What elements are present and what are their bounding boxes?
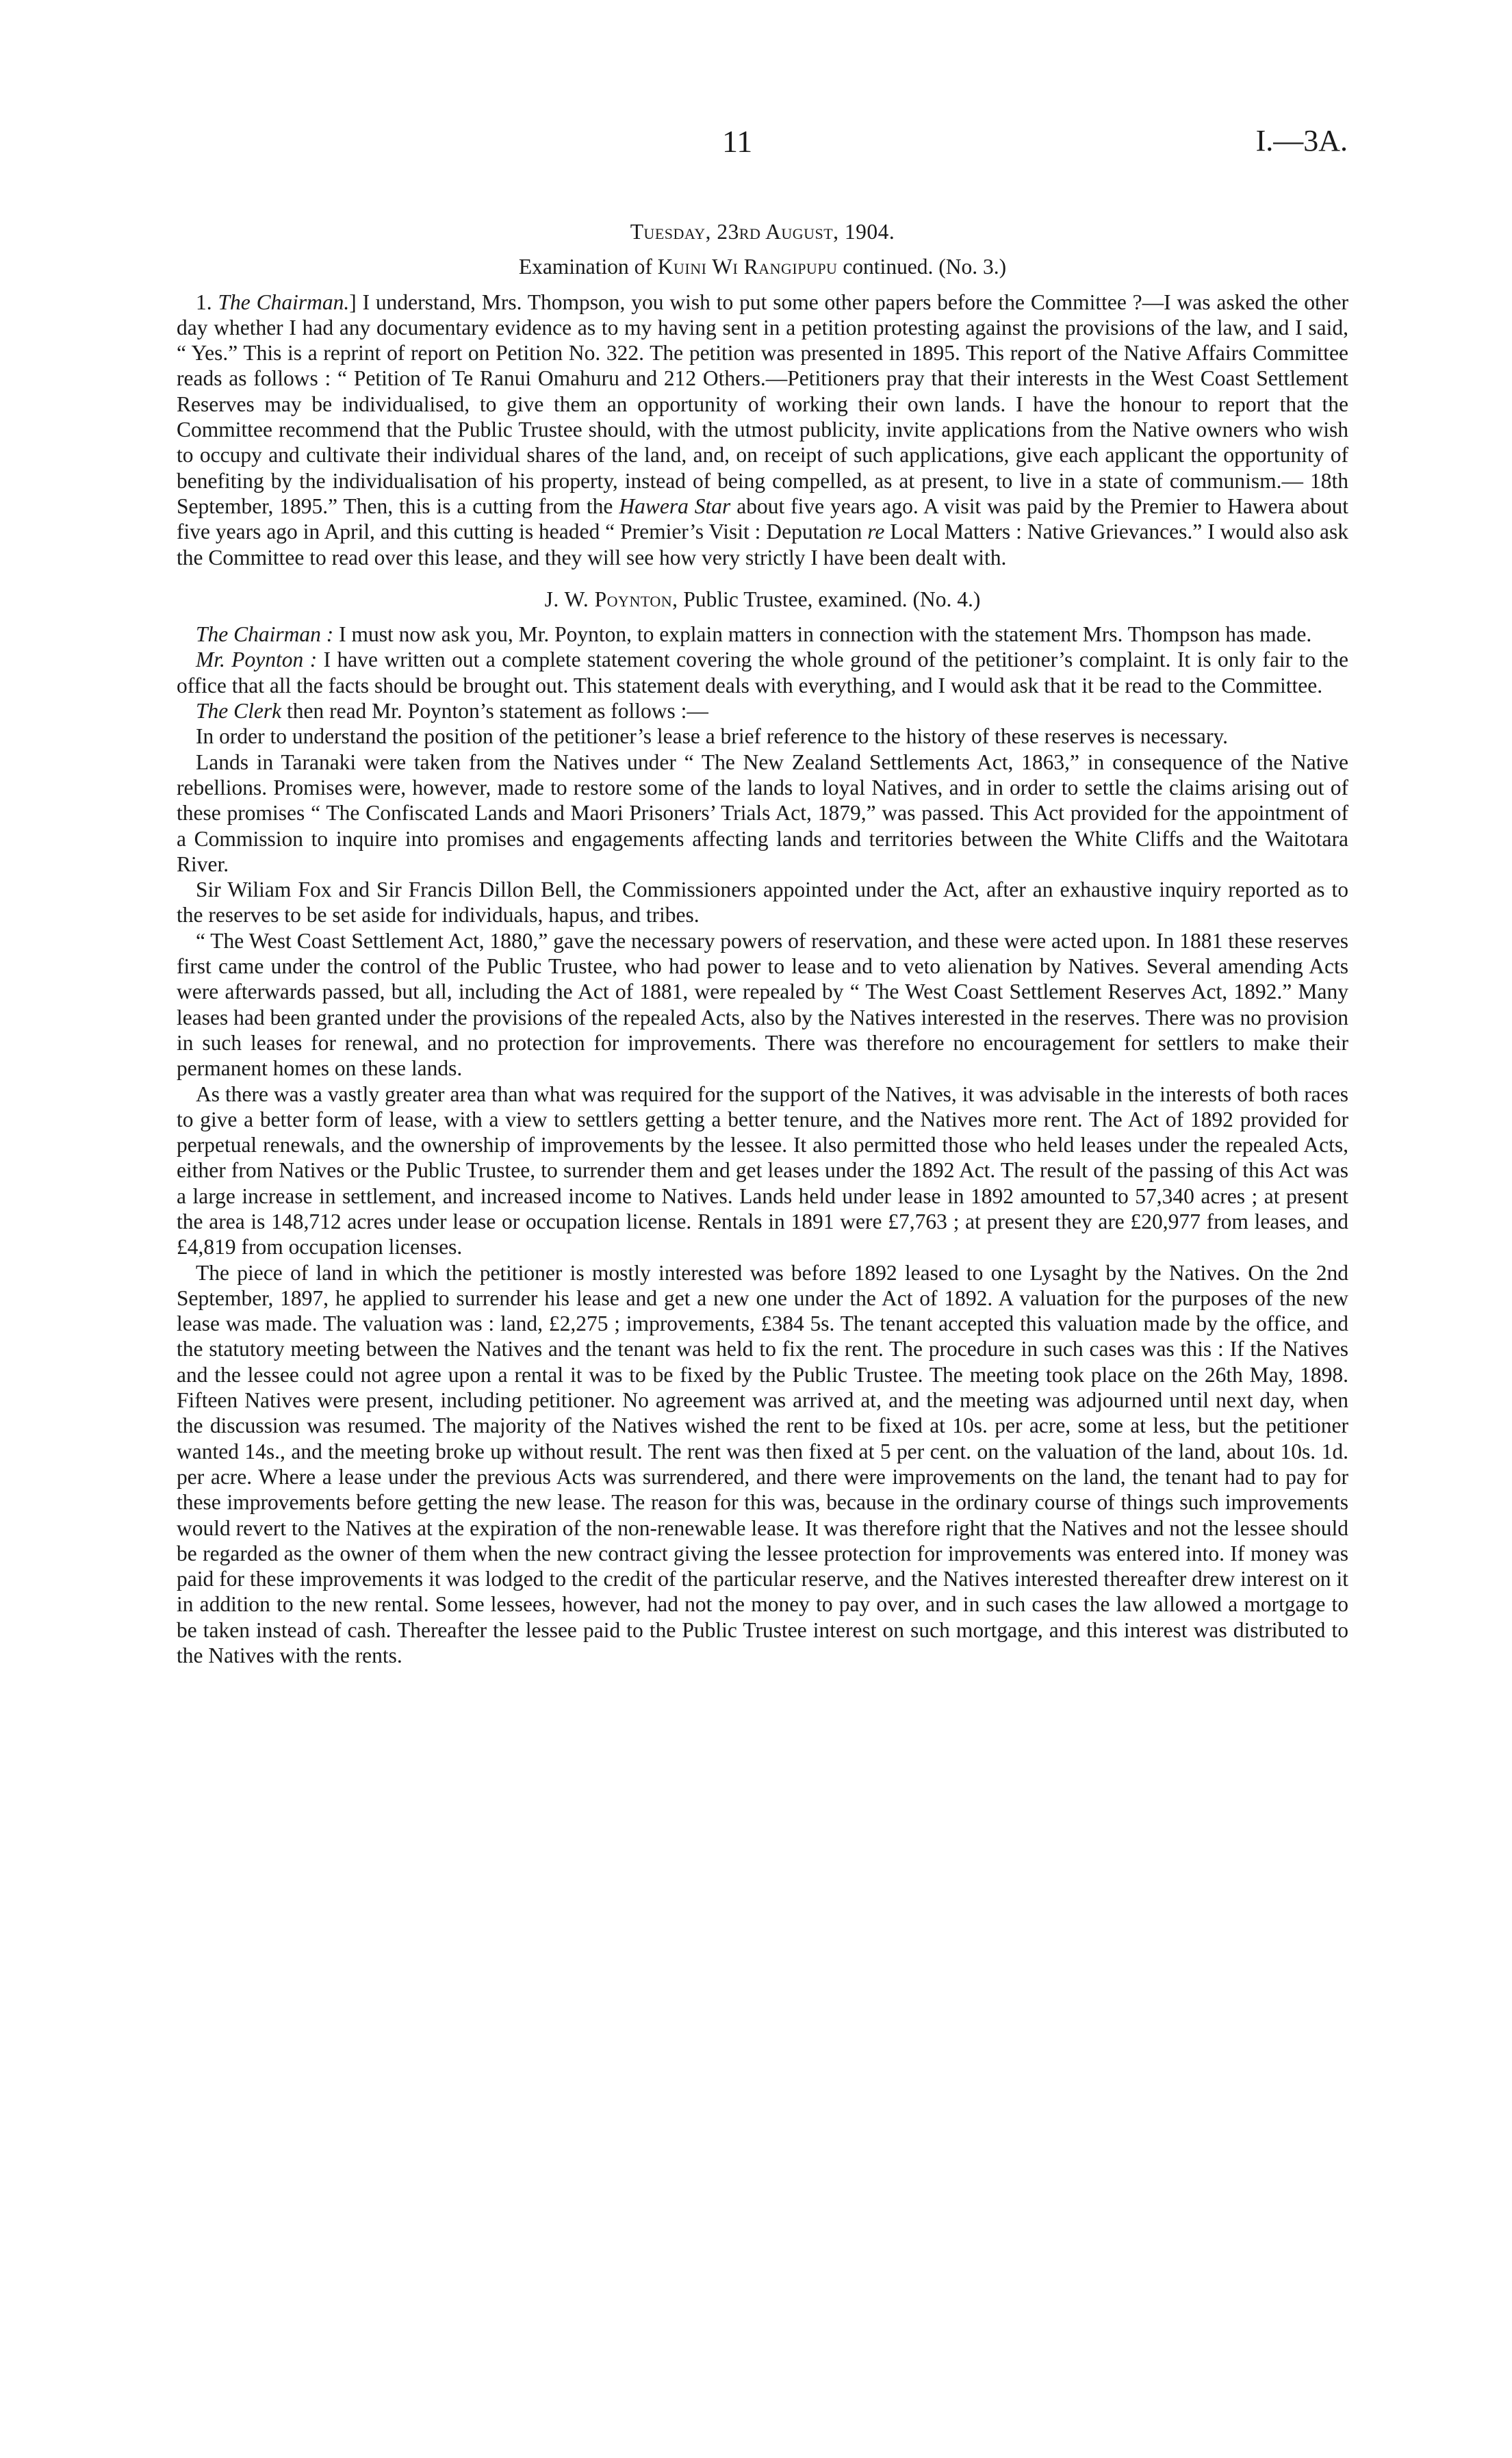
paragraph-3 bbox=[177, 647, 1348, 698]
paragraph-5: In order to understand the position of the petitioner’s lease a brief reference to the history of these reserves is necessary. bbox=[196, 724, 1228, 749]
speaker-chairman: The Chairman. bbox=[218, 290, 350, 314]
poynton-name: J. W. Poynton, bbox=[544, 587, 678, 611]
speaker-clerk: The Clerk bbox=[196, 699, 282, 724]
document-body bbox=[177, 219, 1348, 1668]
paragraph-3-text: I have written out a complete statement covering the whole ground of the petitioner’s complaint. It is only fair to the office that all the facts should be brought out. This statement deals with everything, and I would ask that it be read to the Committee. bbox=[177, 648, 1348, 697]
paragraph-6: Lands in Taranaki were taken from the Natives under “ The New Zealand Settlements Act, 1863,” in consequence of the Native rebellions. Promises were, however, made to restore some of the lands to loyal Natives, and in order to settle the claims arising out of these promises “ The Confiscated Lands and Maori Prisoners’ Trials Act, 1879,” was passed. This Act provided for the appointment of a Commission to inquire into promises and engagements affecting lands and territories between the White Cliffs and the Waitotara River. bbox=[177, 750, 1348, 876]
document-reference: I.—3A. bbox=[1255, 124, 1348, 157]
re-italic: re bbox=[867, 520, 885, 544]
paragraph-4-text: then read Mr. Poynton’s statement as follows :— bbox=[286, 699, 708, 724]
speaker-chairman-2: The Chairman : bbox=[196, 622, 334, 647]
exam-heading-prefix: Examination of bbox=[518, 255, 652, 279]
page-header bbox=[0, 123, 1512, 164]
witness-name: Kuini Wi Rangipupu bbox=[657, 255, 838, 279]
question-number: 1. bbox=[196, 290, 212, 314]
paragraph-9: As there was a vastly greater area than what was required for the support of the Natives, it was advisable in the interests of both races to give a better form of lease, with a view to settlers getting a better tenure, and the Natives more rent. The Act of 1892 provided for perpetual renewals, and the ownership of improvements by the lessee. It also permitted those who held leases under the repealed Acts, either from Natives or the Public Trustee, to surrender them and get leases under the 1892 Act. The result of the passing of this Act was a large increase in settlement, and increased income to Natives. Lands held under lease in 1892 amounted to 57,340 acres ; at present the area is 148,712 acres under lease or occupation license. Rentals in 1891 were £7,763 ; at present they are £20,977 from leases, and £4,819 from occupation licenses. bbox=[177, 1081, 1348, 1259]
paragraph-2-text: I must now ask you, Mr. Poynton, to explain matters in connection with the statement Mrs. Thompson has made. bbox=[339, 622, 1312, 647]
paragraph-7: Sir Wiliam Fox and Sir Francis Dillon Bell, the Commissioners appointed under the Act, after an exhaustive inquiry reported as to the reserves to be set aside for individuals, hapus, and tribes. bbox=[177, 878, 1348, 927]
examination-heading bbox=[177, 254, 1348, 279]
newspaper-title: Hawera Star bbox=[619, 494, 731, 518]
paragraph-8: “ The West Coast Settlement Act, 1880,” gave the necessary powers of reservation, and these were acted upon. In 1881 these reserves first came under the control of the Public Trustee, who had power to lease and to veto alienation by Natives. Several amending Acts were afterwards passed, but all, including the Act of 1881, were repealed by “ The West Coast Settlement Reserves Act, 1892.” Many leases had been granted under the provisions of the repealed Acts, also by the Natives interested in the reserves. There was no provision in such leases for renewal, and no protection for improvements. There was therefore no encouragement for settlers to make their permanent homes on these lands. bbox=[177, 928, 1348, 1081]
paragraph-10: The piece of land in which the petitioner is mostly interested was before 1892 leased to one Lysaght by the Natives. On the 2nd September, 1897, he applied to surrender his lease and get a new one under the Act of 1892. A valuation for the purposes of the new lease was made. The valuation was : land, £2,275 ; improvements, £384 5s. The tenant accepted this valuation made by the office, and the statutory meeting between the Natives and the tenant was held to fix the rent. The procedure in such cases was this : If the Natives and the lessee could not agree upon a rental it was to be fixed by the Public Trustee. The meeting took place on the 26th May, 1898. Fifteen Natives were present, including petitioner. No agreement was arrived at, and the meeting was adjourned until next day, when the discussion was resumed. The majority of the Natives wished the rent to be fixed at 10s. per acre, some at less, but the petitioner wanted 14s., and the meeting broke up without result. The rent was then fixed at 5 per cent. on the valuation of the land, about 10s. 1d. per acre. Where a lease under the previous Acts was surrendered, and there were improvements on the land, the tenant had to pay for these improvements before getting the new lease. The reason for this was, because in the ordinary course of things such improvements would revert to the Natives at the expiration of the non-renewable lease. It was therefore right that the Natives and not the lessee should be regarded as the owner of them when the new contract giving the lessee protection for improvements was entered into. If money was paid for these improvements it was lodged to the credit of the particular reserve, and the Natives interested thereafter drew interest on it in addition to the new rental. Some lessees, however, had not the money to pay over, and in such cases the law allowed a mortgage to be taken instead of cash. Thereafter the lessee paid to the Public Trustee interest on such mortgage, and this interest was distributed to the Natives with the rents. bbox=[177, 1260, 1348, 1668]
poynton-heading-suffix: Public Trustee, examined. (No. 4.) bbox=[683, 587, 981, 611]
exam-heading-suffix: continued. (No. 3.) bbox=[843, 255, 1007, 279]
speaker-poynton: Mr. Poynton : bbox=[196, 648, 318, 672]
paragraph-1-text: ] I understand, Mrs. Thompson, you wish to put some other papers before the Committee ?—I was asked the other day whether I had any documentary evidence as to my having sent in a petition protesting against the provisions of the law, and I said, “ Yes.” This is a reprint of report on Petition No. 322. The petition was presented in 1895. This report of the Native Affairs Committee reads as follows : “ Petition of Te Ranui Omahuru and 212 Others.—Petitioners pray that their interests in the West Coast Settlement Reserves may be individualised, to give them an opportunity of working their own lands. I have the honour to report that the Committee recommend that the Public Trustee should, with the utmost publicity, invite applications from the Native owners who wish to occupy and cultivate their individual shares of the land, and, on receipt of such applications, give each applicant the opportunity of benefiting by the individualisation of his property, instead of being compelled, as at present, to live in a state of communism.— 18th September, 1895.” Then, this is a cutting from the bbox=[177, 290, 1348, 518]
paragraph-1 bbox=[177, 290, 1348, 570]
paragraph-1-text-2: about five years ago. A visit was paid by the Premier to Hawera about five years ago in April, and this cutting is headed “ Premier’s Visit : Deputation bbox=[177, 494, 1348, 544]
paragraph-4 bbox=[177, 698, 1348, 724]
date-heading: Tuesday, 23rd August, 1904. bbox=[630, 220, 895, 244]
paragraph-1-text-3: Local Matters : Native Grievances.” I would also ask the Committee to read over this lease, and they will see how very strictly I have been dealt with. bbox=[177, 520, 1349, 569]
poynton-heading bbox=[177, 587, 1348, 612]
page-number: 11 bbox=[722, 124, 753, 159]
paragraph-2 bbox=[177, 622, 1348, 647]
